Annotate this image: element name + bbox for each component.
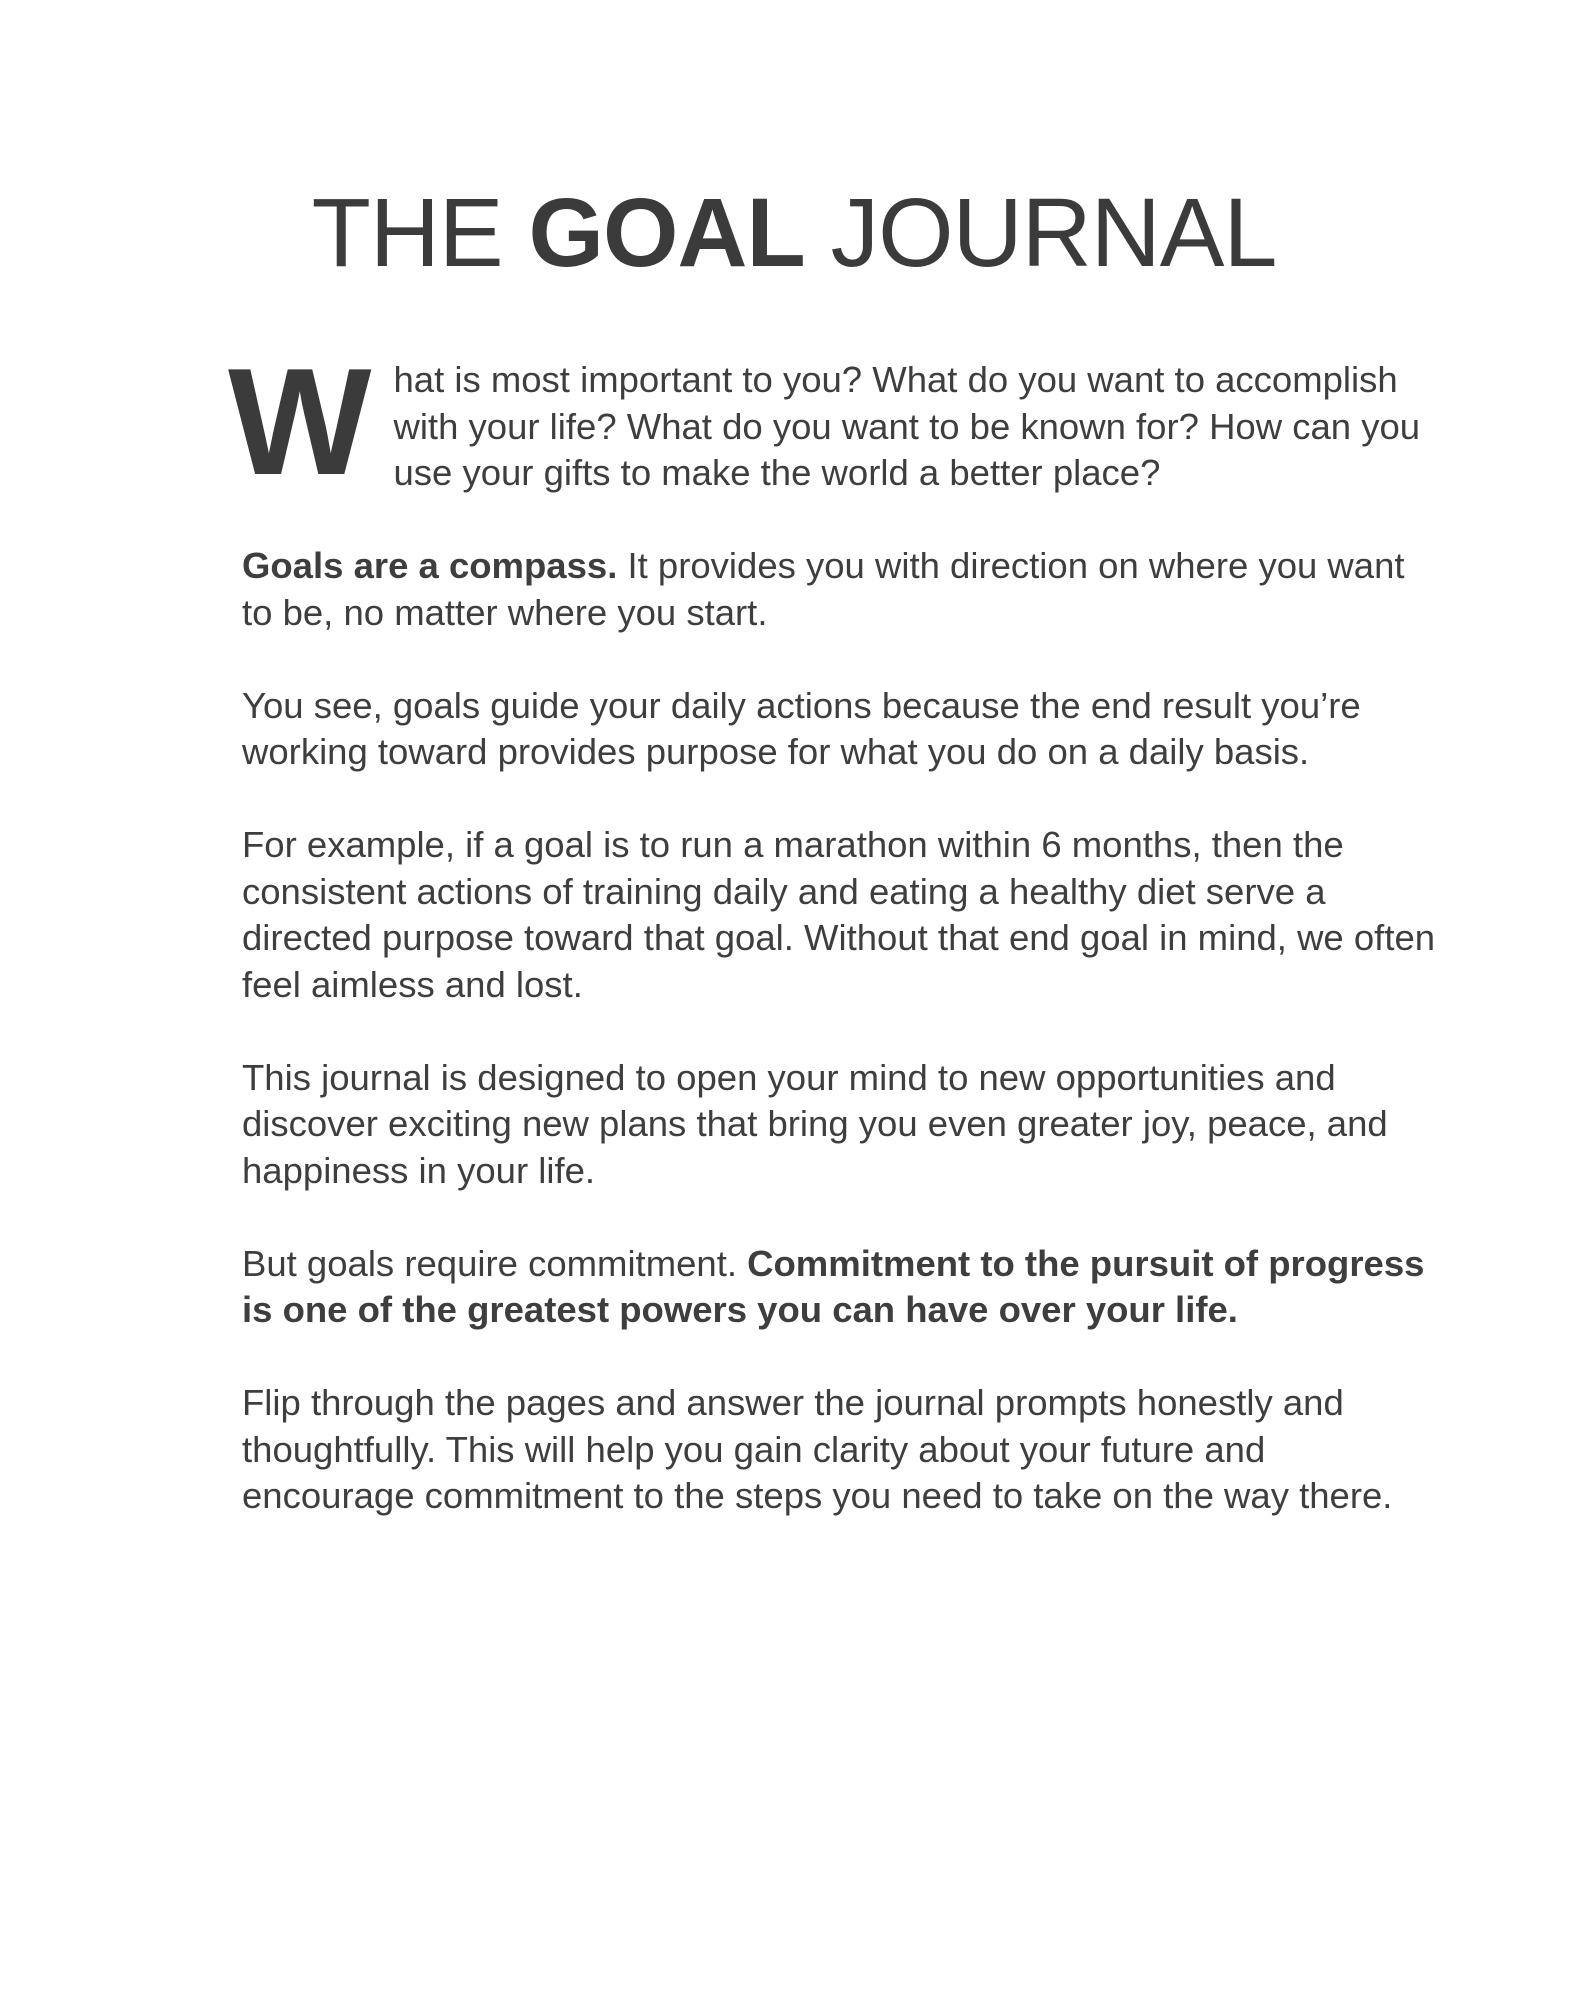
drop-cap: W (228, 337, 366, 507)
page-title (0, 178, 1588, 288)
compass-paragraph (242, 543, 1442, 636)
compass-text: It provides you with direction on where you want to be, no matter where you start. (242, 545, 1405, 633)
body-text (228, 337, 1442, 1566)
commitment-emphasis: Commitment to the pursuit of progress is one of the greatest powers you can have over your life. (242, 1242, 1425, 1330)
instructions-paragraph: Flip through the pages and answer the journal prompts honestly and thoughtfully. This will help you gain clarity about your future and encourage commitment to the steps you need to take on the way there. (242, 1382, 1393, 1516)
title-part-the: THE (311, 178, 529, 287)
title-part-goal: GOAL (528, 178, 805, 287)
daily-actions-paragraph: You see, goals guide your daily actions because the end result you’re working toward provides purpose for what you do on a daily basis. (242, 684, 1361, 772)
title-part-journal: JOURNAL (804, 178, 1277, 287)
commitment-paragraph (242, 1241, 1442, 1334)
intro-text: hat is most important to you? What do you want to accomplish with your life? What do you want to be known for? How can you use your gifts to make the world a better place? (393, 359, 1421, 493)
commitment-text: But goals require commitment. (242, 1242, 748, 1284)
intro-paragraph (228, 337, 1442, 507)
compass-heading: Goals are a compass. (242, 545, 618, 586)
marathon-example-paragraph: For example, if a goal is to run a marathon within 6 months, then the consistent actions of training daily and eating a healthy diet serve a directed purpose toward that goal. Without that end goal in mind, we often feel aimless and lost. (242, 824, 1436, 1005)
journal-purpose-paragraph: This journal is designed to open your mind to new opportunities and discover exciting new plans that bring you even greater joy, peace, and happiness in your life. (242, 1056, 1388, 1191)
